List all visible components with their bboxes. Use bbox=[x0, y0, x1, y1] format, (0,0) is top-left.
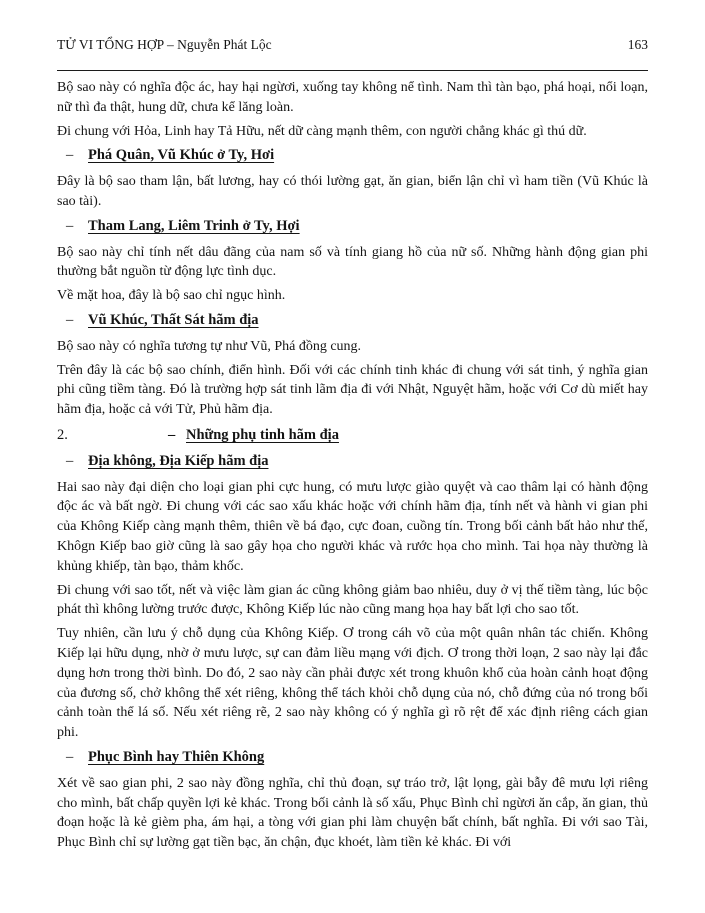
heading-dash: – bbox=[66, 748, 74, 765]
body-paragraph: Trên đây là các bộ sao chính, điển hình. Đối với các chính tinh khác đi chung với sát tinh, ý nghĩa gian phi cũng tiềm tàng. Đó là trường hợp sát tinh lãm địa đi với Nhật, Nguyệt hãm, hoặc với Cơ dù miết hay hãm địa, hoặc cả với Tử, Phủ hãm địa. bbox=[57, 362, 648, 418]
section-heading bbox=[57, 311, 648, 331]
body-paragraph: Hai sao này đại diện cho loại gian phi cực hung, có mưu lược giào quyệt và cao thâm lại có hành động độc ác và bất ngờ. Đi chung với các sao xấu khác hoặc với chính hãm địa, tính nết và hành vi gian phi của Không Kiếp càng mạnh thêm, thiên về bá đạo, cực đoan, cuồng tín. Trong bối cảnh bất hảo như thế, Khôgn Kiếp bao giờ cũng là sao gây họa cho người khác và rước họa cho mình. Tai họa này thường là khủng khiếp, tàn bạo, thảm khốc. bbox=[57, 479, 648, 574]
section-heading bbox=[57, 146, 648, 166]
body-paragraph: Bộ sao này chỉ tính nết dâu đãng của nam số và tính giang hồ của nữ số. Những hành động gian phi thường bắt nguồn từ động lực tình dục. bbox=[57, 244, 648, 280]
body-paragraph: Tuy nhiên, cần lưu ý chỗ dụng của Không Kiếp. Ơ trong cáh võ của một quân nhân tác chiến. Không Kiếp lại hữu dụng, nhờ ở mưu lược, sự can đảm liều mạng với địch. Ơ trong thời loạn, 2 sao này lại đắc dụng hơn trong thời bình. Do đó, 2 sao này cần phải được xét trong khuôn khổ của hoàn cảnh hoạt động của đương số, chở không thể xét riêng, không thể tách khỏi chỗ dụng của nó, chỗ đứng của nó trong bối cảnh toàn thể lá số. Nếu xét riêng rẽ, 2 sao này không có ý nghĩa gì rõ rệt để xác định riêng cách gian phi. bbox=[57, 626, 648, 741]
body-paragraph: Đây là bộ sao tham lận, bất lương, hay có thói lường gạt, ăn gian, biển lận chỉ vì ham tiền (Vũ Khúc là sao tài). bbox=[57, 174, 648, 209]
body-paragraph: Đi chung với sao tốt, nết và việc làm gian ác cũng không giảm bao nhiêu, duy ở vị thế tiềm tàng, lúc bộc phát thì không lường trước được, Không Kiếp lúc nào cũng mang họa hay bất lợi cho sao tốt. bbox=[57, 582, 648, 618]
heading-label: Những phụ tinh hãm địa bbox=[186, 426, 339, 443]
body-paragraph: Về mặt hoa, đây là bộ sao chỉ ngục hình. bbox=[57, 288, 286, 304]
body-paragraph: Đi chung với Hỏa, Linh hay Tả Hữu, nết dữ càng mạnh thêm, con người chẳng khác gì thú dữ. bbox=[57, 123, 587, 139]
numbered-section-heading bbox=[57, 426, 648, 446]
heading-dash: – bbox=[66, 311, 74, 328]
body-paragraph: Bộ sao này có nghĩa độc ác, hay hại ngừơi, xuống tay không nể tình. Nam thì tàn bạo, phá hoại, nổi loạn, nữ thì đa thật, hung dữ, chưa kể lăng loàn. bbox=[57, 80, 648, 115]
heading-label: Tham Lang, Liêm Trinh ở Ty, Hợi bbox=[88, 217, 300, 234]
heading-dash: – bbox=[66, 217, 74, 234]
body-paragraph: Xét về sao gian phi, 2 sao này đồng nghĩa, chỉ thủ đoạn, sự tráo trở, lật lọng, gài bẫy đê mưu lợi riêng cho mình, bất chấp quyền lợi kẻ khác. Trong bối cảnh là số xấu, Phục Bình chỉ ngừơi ăn cắp, ăn gian, thủ đoạn hoặc là kẻ gièm pha, ám hại, a tòng với gian phi làm chuyện bất chính, bất nghĩa. Đi với sao Tài, Phục Bình chỉ sự lường gạt tiền bạc, ăn chận, đục khoét, làm tiền kẻ khác. Đi với bbox=[57, 775, 648, 851]
page-header bbox=[57, 36, 648, 54]
heading-label: Địa không, Địa Kiếp hãm địa bbox=[88, 452, 269, 469]
page-number: 163 bbox=[627, 37, 648, 52]
section-heading bbox=[57, 452, 648, 472]
section-heading bbox=[57, 217, 648, 237]
heading-dash: – bbox=[66, 452, 74, 469]
heading-dash: – bbox=[66, 147, 74, 164]
heading-label: Phục Bình hay Thiên Không bbox=[88, 748, 265, 765]
header-divider-line bbox=[57, 70, 648, 71]
book-title: TỬ VI TỔNG HỢP – Nguyễn Phát Lộc bbox=[57, 37, 272, 52]
body-paragraph: Bộ sao này có nghĩa tương tự như Vũ, Phá đồng cung. bbox=[57, 338, 362, 354]
heading-dash: – bbox=[168, 426, 176, 443]
heading-label: Vũ Khúc, Thất Sát hãm địa bbox=[88, 311, 259, 328]
section-heading bbox=[57, 748, 648, 768]
heading-label: Phá Quân, Vũ Khúc ở Ty, Hơi bbox=[88, 147, 275, 164]
heading-number: 2. bbox=[57, 426, 68, 443]
content bbox=[57, 78, 648, 853]
